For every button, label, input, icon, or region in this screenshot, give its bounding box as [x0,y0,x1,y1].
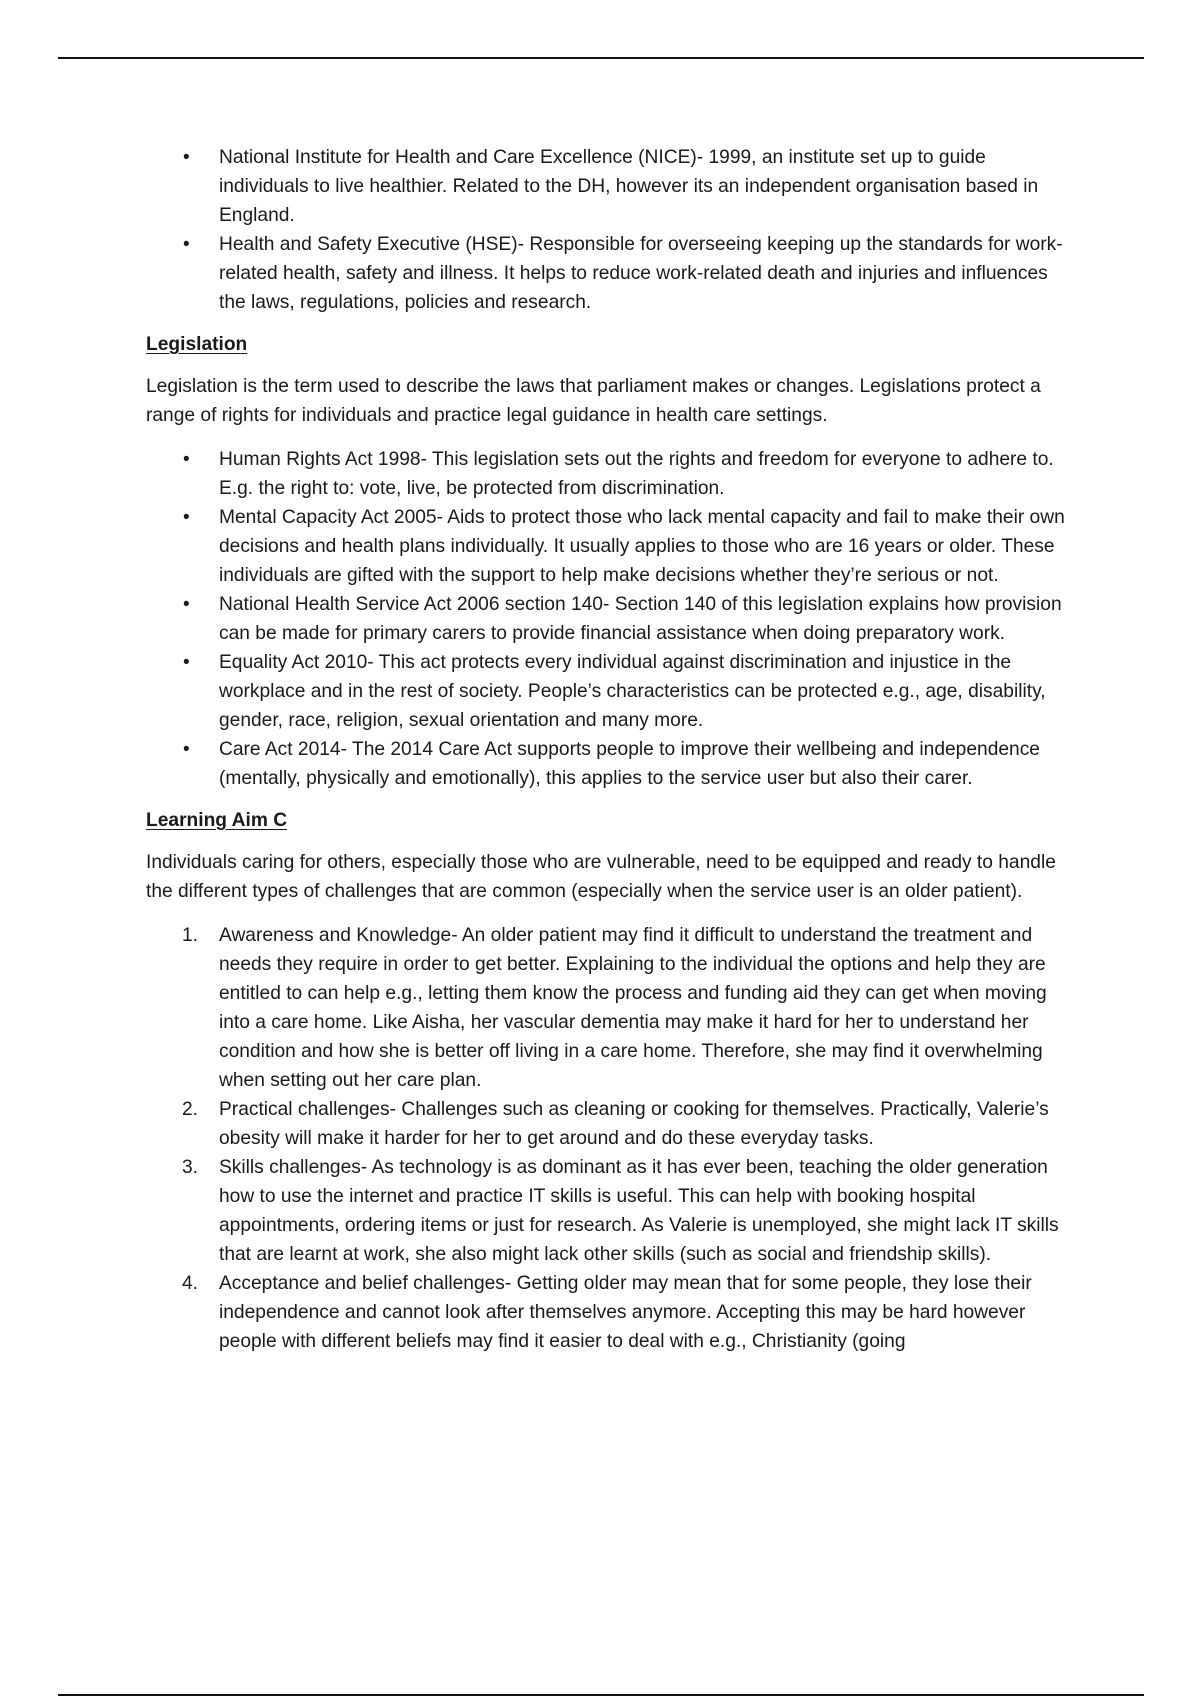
section-heading-learning-aim-c: Learning Aim C [146,810,288,831]
list-number: 1. [182,925,199,946]
list-item-text: Practical challenges- Challenges such as cleaning or cooking for themselves. Practically, Valerie’s obesity will make it harder for her to get around and do these everyday tasks. [219,1099,1049,1149]
list-item: • Equality Act 2010- This act protects every individual against discrimination and injustice in the workplace and in the rest of society. People’s characteristics can be protected e.g., age, disability, gender, race, religion, sexual orientation and many more. [219,648,1066,735]
list-number: 4. [182,1273,199,1294]
list-item-text: Awareness and Knowledge- An older patient may find it difficult to understand the treatment and needs they require in order to get better. Explaining to the individual the options and help they are entitled to can help e.g., letting them know the process and funding aid they can get when moving into a care home. Like Aisha, her vascular dementia may make it hard for her to understand her condition and how she is better off living in a care home. Therefore, she may find it overwhelming when setting out her care plan. [219,925,1047,1091]
document-body [146,143,1066,1356]
list-item-text: Acceptance and belief challenges- Getting older may mean that for some people, they lose their independence and cannot look after themselves anymore. Accepting this may be hard however people with different beliefs may find it easier to deal with e.g., Christianity (going [219,1273,1032,1352]
organisations-list [146,143,1066,317]
list-number: 2. [182,1099,199,1120]
header-rule [58,57,1144,59]
legislation-intro: Legislation is the term used to describe the laws that parliament makes or changes. Legislations protect a range of rights for individuals and practice legal guidance in health care settings. [146,376,1041,426]
list-item [182,921,1066,1095]
list-item: • Care Act 2014- The 2014 Care Act supports people to improve their wellbeing and independence (mentally, physically and emotionally), this applies to the service user but also their carer. [219,735,1066,793]
list-item [182,1095,1066,1153]
section-heading-legislation: Legislation [146,334,248,355]
list-item: • National Institute for Health and Care Excellence (NICE)- 1999, an institute set up to guide individuals to live healthier. Related to the DH, however its an independent organisation based in England. [219,143,1066,230]
challenges-list [146,921,1066,1356]
list-number: 3. [182,1157,199,1178]
learning-aim-c-intro: Individuals caring for others, especially those who are vulnerable, need to be equipped and ready to handle the different types of challenges that are common (especially when the service user is an older patient). [146,852,1056,902]
list-item [182,1153,1066,1269]
list-item: • Mental Capacity Act 2005- Aids to protect those who lack mental capacity and fail to make their own decisions and health plans individually. It usually applies to those who are 16 years or older. These individuals are gifted with the support to help make decisions whether they’re serious or not. [219,503,1066,590]
list-item: • Health and Safety Executive (HSE)- Responsible for overseeing keeping up the standards for work-related health, safety and illness. It helps to reduce work-related death and injuries and influences the laws, regulations, policies and research. [219,230,1066,317]
footer-rule [58,1694,1144,1696]
list-item [182,1269,1066,1356]
list-item: • National Health Service Act 2006 section 140- Section 140 of this legislation explains how provision can be made for primary carers to provide financial assistance when doing preparatory work. [219,590,1066,648]
legislation-list [146,445,1066,793]
list-item: • Human Rights Act 1998- This legislation sets out the rights and freedom for everyone to adhere to. E.g. the right to: vote, live, be protected from discrimination. [219,445,1066,503]
list-item-text: Skills challenges- As technology is as dominant as it has ever been, teaching the older generation how to use the internet and practice IT skills is useful. This can help with booking hospital appointments, ordering items or just for research. As Valerie is unemployed, she might lack IT skills that are learnt at work, she also might lack other skills (such as social and friendship skills). [219,1157,1059,1265]
